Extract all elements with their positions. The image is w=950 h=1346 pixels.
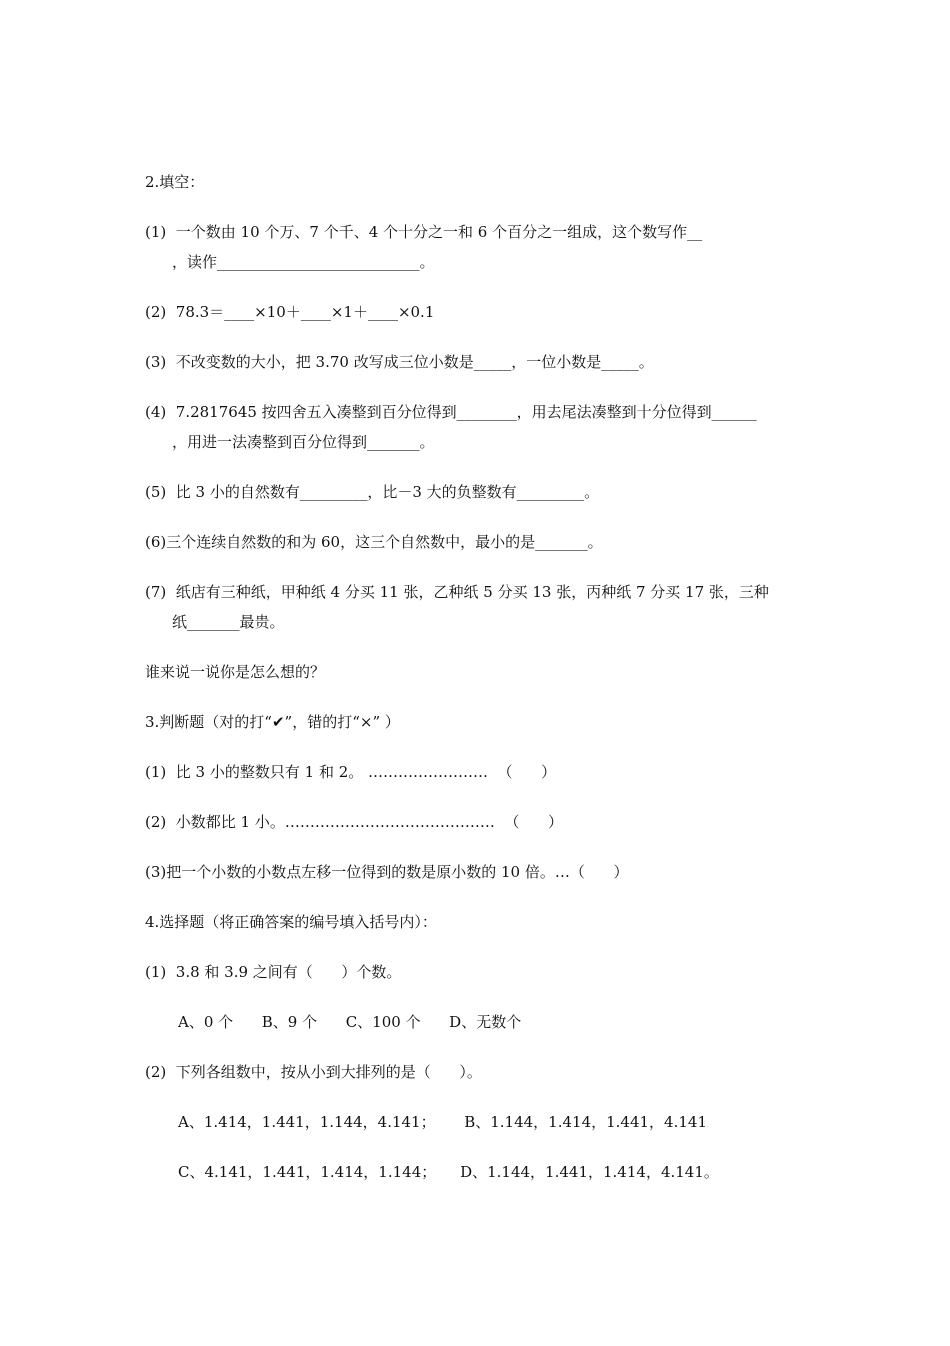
question-3-2: (2) 小数都比 1 小。…………………………………… （ ） <box>145 813 564 831</box>
section-2-title: 2.填空： <box>145 173 205 191</box>
question-4-1-options: A、0 个 B、9 个 C、100 个 D、无数个 <box>178 1013 522 1031</box>
section-4-title: 4.选择题（将正确答案的编号填入括号内）： <box>145 913 437 931</box>
discussion-prompt: 谁来说一说你是怎么想的？ <box>145 663 326 681</box>
question-4-1: (1) 3.8 和 3.9 之间有（ ）个数。 <box>145 963 402 981</box>
question-2-4-line-2: ，用进一法凑整到百分位得到_______。 <box>172 433 435 451</box>
question-2-1-line-2: ，读作___________________________。 <box>172 253 435 271</box>
question-4-2: (2) 下列各组数中，按从小到大排列的是（ ）。 <box>145 1063 482 1081</box>
question-2-3: (3) 不改变数的大小，把 3.70 改写成三位小数是_____，一位小数是_____。 <box>145 353 654 371</box>
question-2-1-line-1: (1) 一个数由 10 个万、7 个千、4 个十分之一和 6 个百分之一组成，这个数写作__ <box>145 223 703 241</box>
question-3-3: (3)把一个小数的小数点左移一位得到的数是原小数的 10 倍。…（ ） <box>145 863 629 881</box>
question-4-2-options-line-1: A、1.414，1.441，1.144，4.141； B、1.144，1.414，1.441，4.141 <box>178 1113 708 1131</box>
question-2-2: (2) 78.3＝____×10＋____×1＋____×0.1 <box>145 303 435 321</box>
section-3-title: 3.判断题（对的打“✔”，错的打“×” ） <box>145 713 400 731</box>
question-2-5: (5) 比 3 小的自然数有_________，比－3 大的负整数有_________。 <box>145 483 600 501</box>
question-2-7-line-1: (7) 纸店有三种纸，甲种纸 4 分买 11 张，乙种纸 5 分买 13 张，丙种纸 7 分买 17 张，三种 <box>145 583 769 601</box>
question-3-1: (1) 比 3 小的整数只有 1 和 2。 …………………… （ ） <box>145 763 557 781</box>
question-2-6: (6)三个连续自然数的和为 60，这三个自然数中，最小的是_______。 <box>145 533 603 551</box>
question-2-4-line-1: (4) 7.2817645 按四舍五入凑整到百分位得到________，用去尾法凑整到十分位得到______ <box>145 403 757 421</box>
question-4-2-options-line-2: C、4.141，1.441，1.414，1.144； D、1.144，1.441，1.414，4.141。 <box>178 1163 719 1181</box>
question-2-7-line-2: 纸_______最贵。 <box>172 613 285 631</box>
